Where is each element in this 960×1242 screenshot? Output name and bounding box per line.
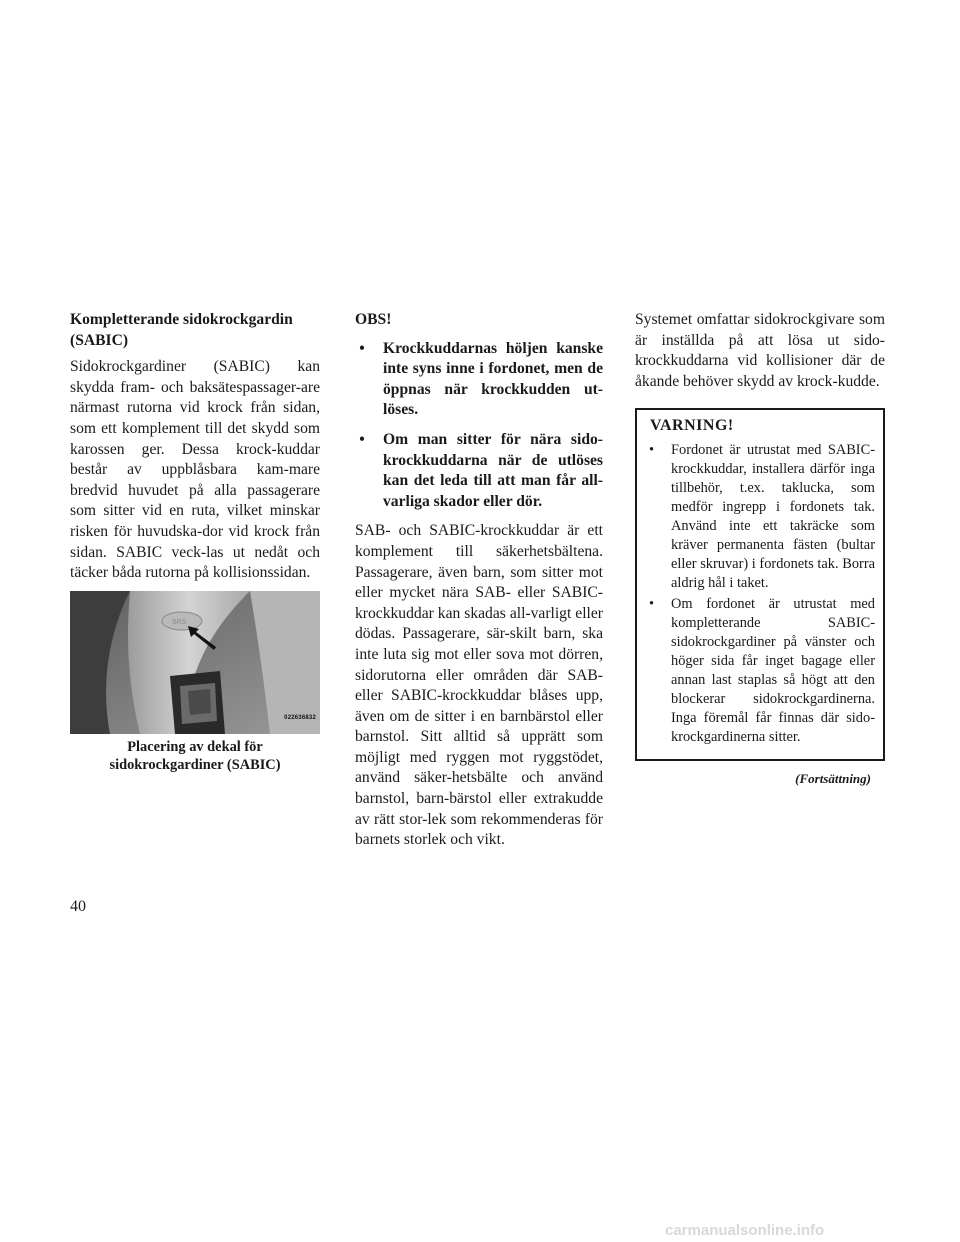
bullet-icon: • (359, 339, 365, 357)
obs-bullet-text: Krockkuddarnas höljen kanske inte syns inne i fordonet, men de öppnas när krockkudden ut-löses. (383, 339, 603, 419)
middle-column (355, 310, 603, 858)
figure-code: 022636832 (284, 715, 316, 722)
list-item (645, 595, 875, 747)
svg-text:SRS: SRS (172, 618, 187, 626)
pillar-illustration (70, 591, 320, 734)
figure-caption (70, 738, 320, 774)
bullet-icon: • (359, 430, 365, 448)
sabic-decal-photo (70, 591, 320, 734)
list-item (645, 441, 875, 593)
warning-title: VARNING! (650, 417, 734, 435)
list-item (355, 430, 603, 512)
section-heading: Kompletterande sidokrockgardin (SABIC) (70, 311, 293, 349)
warning-box (635, 408, 885, 761)
figure-caption-line1: Placering av dekal för (127, 738, 263, 755)
continuation-note: (Fortsättning) (795, 771, 871, 787)
obs-list (355, 339, 603, 513)
obs-bullet-text: Om man sitter för nära sido-krockkuddarna när de utlöses kan det leda till att man får all-varliga skador eller dör. (383, 430, 603, 510)
warning-list (645, 441, 875, 747)
sabic-description: Sidokrockgardiner (SABIC) kan skydda fram- och baksätespassager-are närmast rutorna vid krock från sidan, som ett komplement till det skydd som karossen ger. Dessa krock-kuddar består av uppblåsbara kam-mare bredvid huvudet på alla passagerare som sitter vid en ruta, vilket minskar risken för huvudska-dor vid krock från sidan. SABIC veck-las ut nedåt och täcker båda rutorna på kollisionssidan. (70, 358, 320, 582)
safety-paragraph: SAB- och SABIC-krockkuddar är ett komplement till säkerhetsbältena. Passagerare, även barn, som sitter mot eller mycket nära SAB- eller SABIC-krockkuddar kan skadas all-varligt eller dödas. Passagerare, sär-skilt barn, ska inte luta sig mot eller sova mot dörren, sidorutorna eller områden där SAB- eller SABIC-krockkuddar blåses upp, även om de sitter i en barnbärstol eller barnstol. Sitt alltid så upprätt som möjligt med ryggen mot ryggstödet, använd säker-hetsbälte och använd barnstol, barn-bärstol eller extrakudde av rätt stor-lek som rekommenderas för barnets storlek och vikt. (355, 522, 603, 849)
system-paragraph: Systemet omfattar sidokrockgivare som är inställda på att lösa ut sido-krockkuddarna vid kollisioner där de åkande behöver skydd av krock-kudde. (635, 311, 885, 390)
watermark: carmanualsonline.info (665, 1222, 825, 1239)
bullet-icon: • (649, 596, 655, 613)
warning-text: Fordonet är utrustat med SABIC-krockkuddar, installera därför inga tillbehör, t.ex. taklucka, som medför ingrepp i fordonets tak. Använd inte ett takräcke som kräver permanenta fästen (bultar eller skruvar) i fordonets tak. Borra aldrig hål i taket. (671, 442, 875, 592)
warning-text: Om fordonet är utrustat med kompletterande SABIC-sidokrockgardiner på vänster och höger sida får inget bagage eller annan last staplas så högt att den blockerar sidokrockgardinerna. Inga föremål får finnas där sido-krockgardinerna sitter. (671, 596, 875, 746)
figure-caption-line2: sidokrockgardiner (SABIC) (109, 756, 281, 773)
bullet-icon: • (649, 442, 655, 459)
obs-label: OBS! (355, 311, 392, 328)
left-column (70, 310, 320, 774)
right-column (635, 310, 885, 790)
list-item (355, 339, 603, 421)
page-number: 40 (70, 898, 86, 915)
